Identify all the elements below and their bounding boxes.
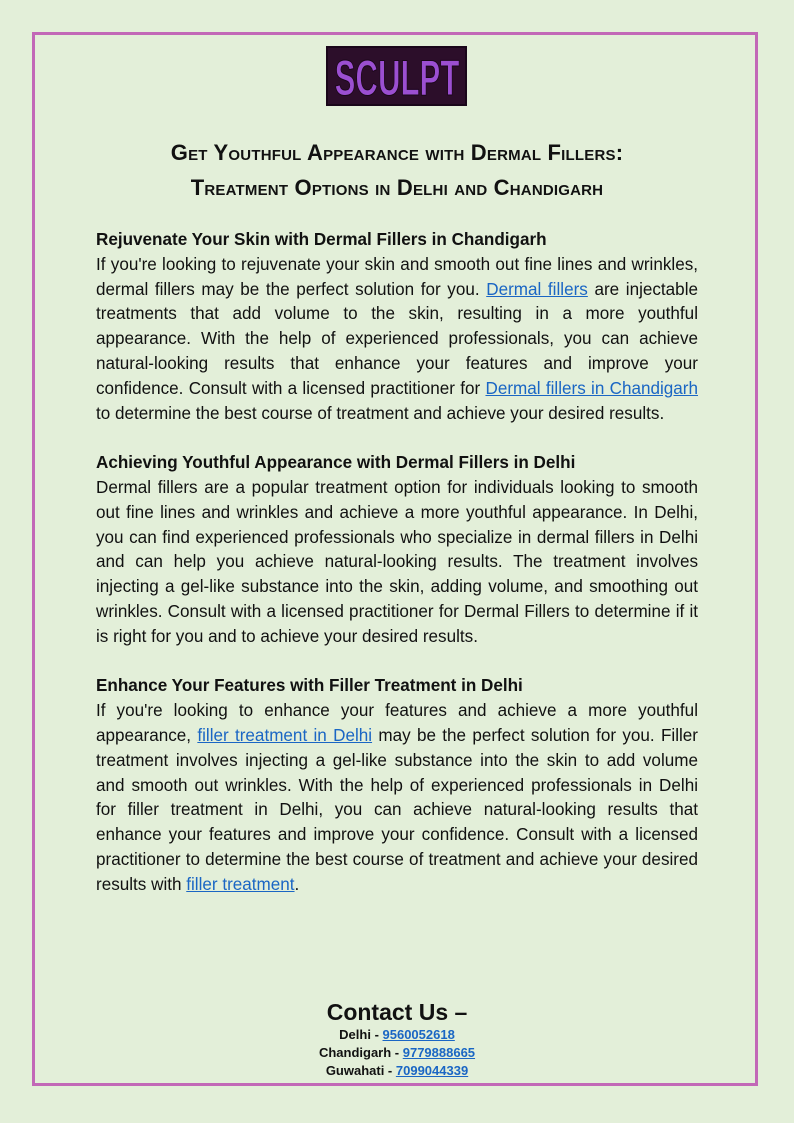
section-paragraph [96, 253, 698, 427]
contact-chandigarh [96, 1044, 698, 1062]
filler-treatment-delhi-link[interactable]: filler treatment in Delhi [197, 725, 373, 745]
title-line-1: Get Youthful Appearance with Dermal Fillers: [170, 140, 624, 165]
chandigarh-phone-link[interactable]: 9779888665 [402, 1045, 476, 1060]
contact-delhi [96, 1026, 698, 1044]
contact-label: Guwahati - [325, 1063, 396, 1078]
section-delhi-fillers [96, 451, 698, 649]
article-body [96, 228, 698, 922]
paragraph-text: to determine the best course of treatment and achieve your desired results. [96, 403, 665, 423]
paragraph-text: are injectable treatments that add volume to the skin, resulting in a more youthful appearance. With the help of experienced professionals, you can achieve natural-looking results that enhance your features and improve your confidence. Consult with a licensed practitioner for [96, 279, 698, 398]
section-filler-treatment [96, 674, 698, 897]
paragraph-text: If you're looking to enhance your features and achieve a more youthful appearance, [96, 701, 698, 745]
delhi-phone-link[interactable]: 9560052618 [382, 1027, 455, 1042]
paragraph-text: If you're looking to rejuvenate your skin and smooth out fine lines and wrinkles, dermal fillers may be the perfect solution for you. [96, 254, 698, 299]
paragraph-text: . [294, 874, 300, 894]
section-heading: Enhance Your Features with Filler Treatment in Delhi [96, 676, 523, 696]
section-heading: Rejuvenate Your Skin with Dermal Fillers in Chandigarh [96, 230, 547, 249]
filler-treatment-link[interactable]: filler treatment [186, 874, 295, 894]
dermal-fillers-chandigarh-link[interactable]: Dermal fillers in Chandigarh [485, 378, 698, 398]
contact-block [96, 998, 698, 1080]
contact-label: Chandigarh - [318, 1045, 403, 1060]
contact-label: Delhi - [339, 1027, 383, 1042]
page-title [60, 135, 734, 205]
title-line-2: Treatment Options in Delhi and Chandigarh [190, 175, 604, 200]
guwahati-phone-link[interactable]: 7099044339 [395, 1063, 469, 1078]
section-chandigarh-fillers [96, 228, 698, 426]
contact-guwahati [96, 1062, 698, 1080]
paragraph-text: may be the perfect solution for you. Filler treatment involves injecting a gel-like substance into the skin to add volume and smooth out wrinkles. With the help of experienced professionals in Delhi for filler treatment in Delhi, you can achieve natural-looking results that enhance your features and improve your confidence. Consult with a licensed practitioner to determine the best course of treatment and achieve your desired results with [96, 725, 698, 894]
contact-heading: Contact Us – [326, 999, 468, 1025]
section-heading: Achieving Youthful Appearance with Dermal Fillers in Delhi [96, 453, 576, 473]
section-paragraph [96, 699, 698, 897]
sculpt-logo [326, 46, 467, 106]
logo-text: SCULPT [334, 49, 459, 107]
dermal-fillers-link[interactable]: Dermal fillers [486, 279, 588, 299]
section-paragraph: Dermal fillers are a popular treatment option for individuals looking to smooth out fine lines and wrinkles and achieve a more youthful appearance. In Delhi, you can find experienced professionals who specialize in dermal fillers in Delhi and can help you achieve natural-looking results. The treatment involves injecting a gel-like substance into the skin, adding volume, and smoothing out wrinkles. Consult with a licensed practitioner for Dermal Fillers to determine if it is right for you and to achieve your desired results. [96, 477, 698, 646]
logo-wordmark [332, 49, 462, 107]
